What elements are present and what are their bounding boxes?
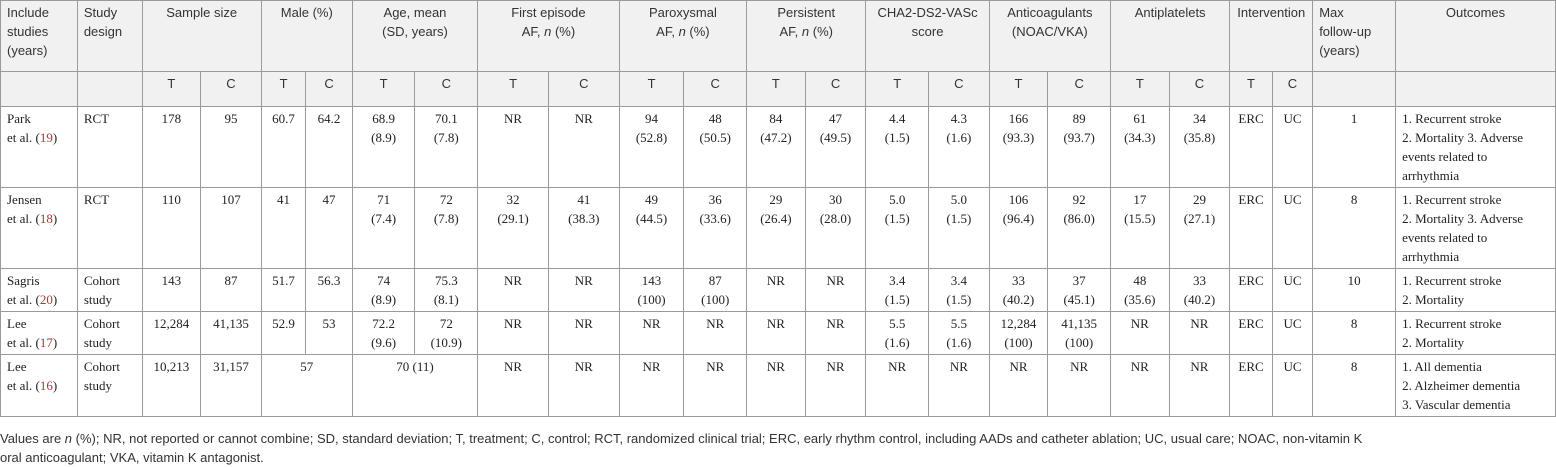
subheader-c: C [929, 72, 990, 107]
antiplatelets-t-cell: 17 (15.5) [1111, 188, 1170, 269]
first-t-cell: NR [478, 269, 549, 312]
subheader-t: T [989, 72, 1048, 107]
subheader-c: C [415, 72, 478, 107]
age-t-cell: 74 (8.9) [352, 269, 415, 312]
age-c-cell: 72 (7.8) [415, 188, 478, 269]
intervention-c-cell: UC [1272, 188, 1312, 269]
header-antiplatelets: Antiplatelets [1111, 1, 1230, 72]
header-intervention: Intervention [1230, 1, 1313, 72]
antiplatelets-c-cell: 34 (35.8) [1169, 107, 1230, 188]
reference-link[interactable]: 16 [39, 378, 53, 393]
cha2ds2-t-cell: 5.0 (1.5) [866, 188, 929, 269]
persistent-c-cell: NR [805, 355, 866, 417]
anticoagulants-c-cell: 41,135 (100) [1048, 312, 1111, 355]
subheader-t: T [619, 72, 684, 107]
followup-cell: 8 [1313, 355, 1396, 417]
persistent-t-cell: NR [747, 312, 806, 355]
paroxysmal-t-cell: NR [619, 312, 684, 355]
persistent-c-cell: 30 (28.0) [805, 188, 866, 269]
subheader-blank [1396, 72, 1556, 107]
male-cell: 57 [261, 355, 352, 417]
persistent-t-cell: NR [747, 355, 806, 417]
anticoagulants-c-cell: 92 (86.0) [1048, 188, 1111, 269]
subheader-c: C [548, 72, 619, 107]
subheader-c: C [306, 72, 353, 107]
intervention-t-cell: ERC [1230, 107, 1272, 188]
reference-link[interactable]: 18 [39, 211, 53, 226]
paroxysmal-c-cell: NR [684, 355, 747, 417]
antiplatelets-c-cell: NR [1169, 312, 1230, 355]
cha2ds2-t-cell: 4.4 (1.5) [866, 107, 929, 188]
antiplatelets-t-cell: NR [1111, 355, 1170, 417]
subheader-c: C [805, 72, 866, 107]
followup-cell: 8 [1313, 312, 1396, 355]
subheader-c: C [1272, 72, 1312, 107]
table-row [1, 188, 1556, 269]
header-male: Male (%) [261, 1, 352, 72]
first-c-cell: NR [548, 107, 619, 188]
first-c-cell: 41 (38.3) [548, 188, 619, 269]
paroxysmal-c-cell: 36 (33.6) [684, 188, 747, 269]
age-c-cell: 70.1 (7.8) [415, 107, 478, 188]
cha2ds2-c-cell: 5.5 (1.6) [929, 312, 990, 355]
male-t-cell: 52.9 [261, 312, 305, 355]
male-t-cell: 51.7 [261, 269, 305, 312]
subheader-t: T [747, 72, 806, 107]
intervention-t-cell: ERC [1230, 312, 1272, 355]
first-t-cell: NR [478, 107, 549, 188]
persistent-t-cell: NR [747, 269, 806, 312]
cha2ds2-c-cell: 5.0 (1.5) [929, 188, 990, 269]
design-cell: RCT [77, 188, 142, 269]
header-row-1 [1, 1, 1556, 72]
outcomes-cell: 1. Recurrent stroke 2. Mortality [1396, 269, 1556, 312]
age-t-cell: 71 (7.4) [352, 188, 415, 269]
antiplatelets-t-cell: 48 (35.6) [1111, 269, 1170, 312]
paroxysmal-t-cell: NR [619, 355, 684, 417]
anticoagulants-t-cell: 33 (40.2) [989, 269, 1048, 312]
intervention-c-cell: UC [1272, 355, 1312, 417]
header-anticoagulants: Anticoagulants (NOAC/VKA) [989, 1, 1110, 72]
sample-c-cell: 95 [201, 107, 262, 188]
table-row [1, 355, 1556, 417]
male-c-cell: 64.2 [306, 107, 353, 188]
sample-c-cell: 87 [201, 269, 262, 312]
male-c-cell: 47 [306, 188, 353, 269]
anticoagulants-c-cell: NR [1048, 355, 1111, 417]
subheader-blank [77, 72, 142, 107]
cha2ds2-t-cell: NR [866, 355, 929, 417]
first-t-cell: NR [478, 355, 549, 417]
anticoagulants-t-cell: 12,284 (100) [989, 312, 1048, 355]
table-body [1, 107, 1556, 417]
subheader-t: T [1111, 72, 1170, 107]
sample-c-cell: 107 [201, 188, 262, 269]
design-cell: RCT [77, 107, 142, 188]
design-cell: Cohort study [77, 312, 142, 355]
male-c-cell: 53 [306, 312, 353, 355]
subheader-t: T [352, 72, 415, 107]
header-persistent: Persistent AF, n (%) [747, 1, 866, 72]
sample-t-cell: 110 [142, 188, 201, 269]
table-row [1, 107, 1556, 188]
header-sample-size: Sample size [142, 1, 261, 72]
subheader-c: C [1048, 72, 1111, 107]
paroxysmal-t-cell: 143 (100) [619, 269, 684, 312]
sample-t-cell: 143 [142, 269, 201, 312]
design-cell: Cohort study [77, 355, 142, 417]
intervention-t-cell: ERC [1230, 355, 1272, 417]
subheader-t: T [142, 72, 201, 107]
study-cell: Lee et al. (16) [1, 355, 78, 417]
subheader-t: T [1230, 72, 1272, 107]
sample-c-cell: 41,135 [201, 312, 262, 355]
antiplatelets-t-cell: NR [1111, 312, 1170, 355]
study-cell: Lee et al. (17) [1, 312, 78, 355]
antiplatelets-c-cell: 33 (40.2) [1169, 269, 1230, 312]
subheader-blank [1, 72, 78, 107]
first-t-cell: NR [478, 312, 549, 355]
reference-link[interactable]: 19 [39, 130, 53, 145]
age-cell: 70 (11) [352, 355, 477, 417]
design-cell: Cohort study [77, 269, 142, 312]
outcomes-cell: 1. All dementia 2. Alzheimer dementia 3. Vascular dementia [1396, 355, 1556, 417]
male-t-cell: 41 [261, 188, 305, 269]
age-c-cell: 75.3 (8.1) [415, 269, 478, 312]
intervention-c-cell: UC [1272, 312, 1312, 355]
cha2ds2-t-cell: 5.5 (1.6) [866, 312, 929, 355]
followup-cell: 1 [1313, 107, 1396, 188]
cha2ds2-c-cell: NR [929, 355, 990, 417]
table-footnote: Values are n (%); NR, not reported or cannot combine; SD, standard deviation; T, treatment; C, control; RCT, randomized clinical trial; ERC, early rhythm control, including AADs and catheter ablation; UC, usual care; NOAC, non-vitamin K oral anticoagulant; VKA, vitamin K antagonist. [0, 431, 1363, 465]
persistent-t-cell: 84 (47.2) [747, 107, 806, 188]
header-max-followup: Max follow-up (years) [1313, 1, 1396, 72]
sample-c-cell: 31,157 [201, 355, 262, 417]
outcomes-cell: 1. Recurrent stroke 2. Mortality 3. Adverse events related to arrhythmia [1396, 107, 1556, 188]
male-t-cell: 60.7 [261, 107, 305, 188]
persistent-t-cell: 29 (26.4) [747, 188, 806, 269]
anticoagulants-t-cell: 166 (93.3) [989, 107, 1048, 188]
subheader-t: T [478, 72, 549, 107]
subheader-c: C [201, 72, 262, 107]
subheader-blank [1313, 72, 1396, 107]
first-c-cell: NR [548, 355, 619, 417]
age-c-cell: 72 (10.9) [415, 312, 478, 355]
intervention-c-cell: UC [1272, 107, 1312, 188]
antiplatelets-c-cell: NR [1169, 355, 1230, 417]
paroxysmal-c-cell: NR [684, 312, 747, 355]
study-cell: Jensen et al. (18) [1, 188, 78, 269]
anticoagulants-c-cell: 89 (93.7) [1048, 107, 1111, 188]
sample-t-cell: 12,284 [142, 312, 201, 355]
cha2ds2-c-cell: 4.3 (1.6) [929, 107, 990, 188]
subheader-c: C [684, 72, 747, 107]
header-paroxysmal: Paroxysmal AF, n (%) [619, 1, 746, 72]
anticoagulants-t-cell: NR [989, 355, 1048, 417]
study-cell: Sagris et al. (20) [1, 269, 78, 312]
intervention-t-cell: ERC [1230, 269, 1272, 312]
first-c-cell: NR [548, 312, 619, 355]
intervention-c-cell: UC [1272, 269, 1312, 312]
sample-t-cell: 178 [142, 107, 201, 188]
subheader-t: T [866, 72, 929, 107]
paroxysmal-c-cell: 87 (100) [684, 269, 747, 312]
header-study-design: Study design [77, 1, 142, 72]
age-t-cell: 68.9 (8.9) [352, 107, 415, 188]
antiplatelets-c-cell: 29 (27.1) [1169, 188, 1230, 269]
cha2ds2-c-cell: 3.4 (1.5) [929, 269, 990, 312]
reference-link[interactable]: 20 [39, 292, 53, 307]
persistent-c-cell: NR [805, 312, 866, 355]
age-t-cell: 72.2 (9.6) [352, 312, 415, 355]
header-outcomes: Outcomes [1396, 1, 1556, 72]
paroxysmal-t-cell: 49 (44.5) [619, 188, 684, 269]
intervention-t-cell: ERC [1230, 188, 1272, 269]
subheader-c: C [1169, 72, 1230, 107]
anticoagulants-c-cell: 37 (45.1) [1048, 269, 1111, 312]
header-first-episode: First episode AF, n (%) [478, 1, 620, 72]
followup-cell: 10 [1313, 269, 1396, 312]
outcomes-cell: 1. Recurrent stroke 2. Mortality [1396, 312, 1556, 355]
table-row [1, 312, 1556, 355]
sample-t-cell: 10,213 [142, 355, 201, 417]
paroxysmal-c-cell: 48 (50.5) [684, 107, 747, 188]
table-row [1, 269, 1556, 312]
subheader-t: T [261, 72, 305, 107]
antiplatelets-t-cell: 61 (34.3) [1111, 107, 1170, 188]
outcomes-cell: 1. Recurrent stroke 2. Mortality 3. Adverse events related to arrhythmia [1396, 188, 1556, 269]
cha2ds2-t-cell: 3.4 (1.5) [866, 269, 929, 312]
header-include-studies: Include studies (years) [1, 1, 78, 72]
first-c-cell: NR [548, 269, 619, 312]
reference-link[interactable]: 17 [39, 335, 53, 350]
header-age: Age, mean (SD, years) [352, 1, 477, 72]
persistent-c-cell: NR [805, 269, 866, 312]
male-c-cell: 56.3 [306, 269, 353, 312]
study-cell: Park et al. (19) [1, 107, 78, 188]
first-t-cell: 32 (29.1) [478, 188, 549, 269]
persistent-c-cell: 47 (49.5) [805, 107, 866, 188]
followup-cell: 8 [1313, 188, 1396, 269]
header-row-2 [1, 72, 1556, 107]
anticoagulants-t-cell: 106 (96.4) [989, 188, 1048, 269]
header-cha2ds2-vasc: CHA2-DS2-VASc score [866, 1, 989, 72]
paroxysmal-t-cell: 94 (52.8) [619, 107, 684, 188]
